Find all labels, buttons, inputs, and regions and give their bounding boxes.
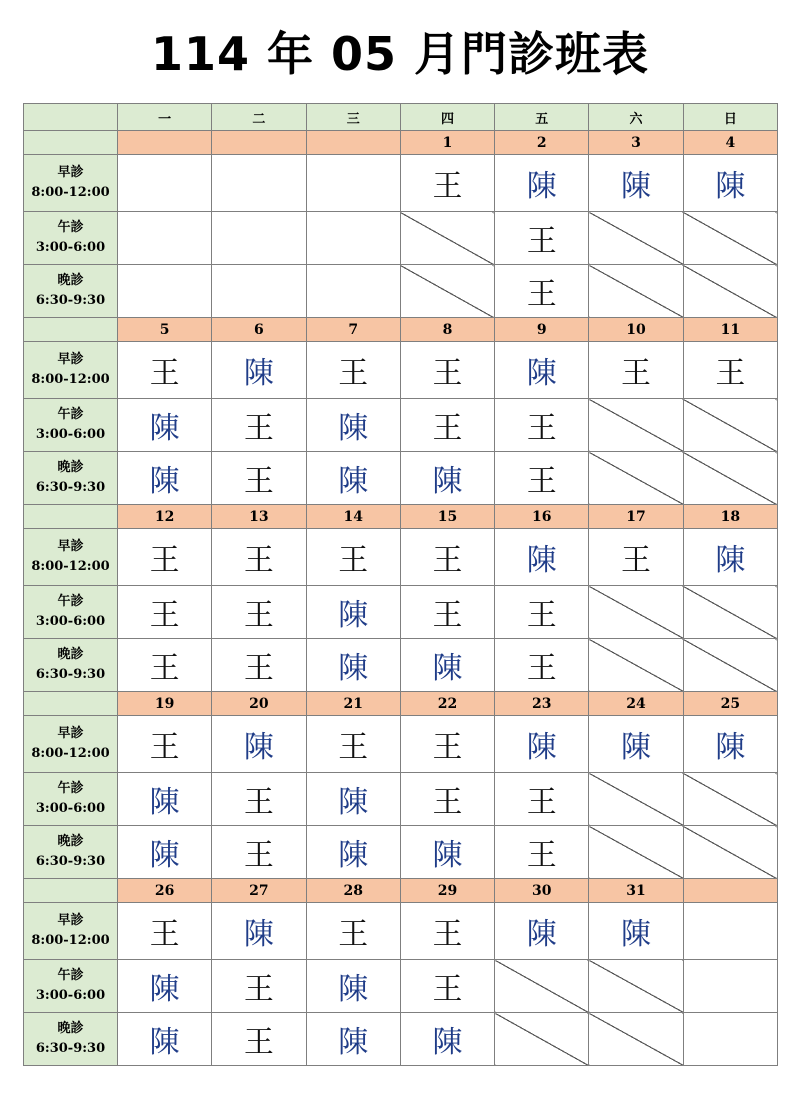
empty-slot [683,1013,777,1066]
doctor-name: 王 [432,972,463,1007]
shift-label [24,212,118,265]
closed-slot [589,586,683,639]
date-cell: 10 [589,318,683,342]
shift-label [24,155,118,212]
date-cell: 23 [495,692,589,716]
shift-time: 8:00-12:00 [31,559,110,574]
doctor-name: 王 [149,651,180,686]
doctor-name: 王 [432,356,463,391]
shift-time: 3:00-6:00 [35,427,106,442]
doctor-name: 王 [526,651,557,686]
doctor-slot [306,1013,400,1066]
doctor-slot [495,529,589,586]
doctor-slot [400,639,494,692]
doctor-slot [118,452,212,505]
closed-slot [589,960,683,1013]
doctor-slot [118,342,212,399]
doctor-name: 王 [149,730,180,765]
doctor-name: 王 [149,356,180,391]
schedule-table [23,103,778,1066]
doctor-slot [495,212,589,265]
doctor-name: 王 [243,598,274,633]
doctor-name: 王 [526,277,557,312]
date-cell: 2 [495,131,589,155]
date-cell [683,879,777,903]
doctor-slot [589,903,683,960]
doctor-name: 陳 [338,411,369,446]
date-cell: 30 [495,879,589,903]
weekday-wed: 三 [306,104,400,131]
doctor-name: 王 [338,730,369,765]
date-cell: 1 [400,131,494,155]
date-cell: 16 [495,505,589,529]
weekday-thu: 四 [400,104,494,131]
doctor-slot [495,265,589,318]
shift-row [24,826,778,879]
doctor-name: 陳 [338,598,369,633]
shift-time: 3:00-6:00 [35,614,106,629]
shift-row [24,399,778,452]
shift-label [24,1013,118,1066]
doctor-slot [683,342,777,399]
doctor-name: 陳 [715,169,746,204]
doctor-slot [118,529,212,586]
doctor-name: 王 [526,838,557,873]
empty-slot [212,212,306,265]
doctor-name: 陳 [621,730,652,765]
doctor-name: 王 [526,464,557,499]
doctor-slot [400,960,494,1013]
doctor-name: 陳 [149,785,180,820]
doctor-slot [118,716,212,773]
header-corner [24,104,118,131]
empty-slot [212,155,306,212]
empty-slot [306,212,400,265]
doctor-slot [306,399,400,452]
doctor-slot [306,639,400,692]
doctor-name: 陳 [338,785,369,820]
doctor-slot [400,716,494,773]
closed-slot [589,1013,683,1066]
doctor-slot [495,826,589,879]
shift-row [24,1013,778,1066]
shift-row [24,529,778,586]
doctor-slot [306,716,400,773]
closed-slot [683,826,777,879]
doctor-name: 王 [526,411,557,446]
doctor-slot [683,716,777,773]
shift-time: 6:30-9:30 [35,854,106,869]
date-cell: 17 [589,505,683,529]
doctor-name: 陳 [338,651,369,686]
closed-slot [683,639,777,692]
shift-name: 晚診 [57,273,84,288]
shift-name: 午診 [57,220,84,235]
doctor-slot [212,716,306,773]
shift-name: 午診 [57,407,84,422]
closed-slot [589,399,683,452]
doctor-slot [212,452,306,505]
shift-time: 3:00-6:00 [35,240,106,255]
shift-name: 午診 [57,968,84,983]
shift-row [24,212,778,265]
doctor-name: 陳 [149,1025,180,1060]
doctor-slot [495,399,589,452]
shift-time: 3:00-6:00 [35,988,106,1003]
closed-slot [589,826,683,879]
doctor-slot [495,773,589,826]
doctor-name: 王 [243,464,274,499]
date-cell: 25 [683,692,777,716]
closed-slot [495,1013,589,1066]
shift-row [24,342,778,399]
closed-slot [683,212,777,265]
doctor-name: 王 [432,169,463,204]
shift-name: 早診 [57,726,84,741]
date-cell: 20 [212,692,306,716]
doctor-slot [495,342,589,399]
empty-slot [118,212,212,265]
shift-row [24,155,778,212]
date-row [24,131,778,155]
shift-label [24,586,118,639]
doctor-name: 王 [149,598,180,633]
doctor-name: 王 [243,972,274,1007]
date-cell: 24 [589,692,683,716]
doctor-slot [683,155,777,212]
doctor-name: 王 [432,917,463,952]
doctor-slot [683,529,777,586]
shift-row [24,773,778,826]
doctor-name: 陳 [149,838,180,873]
date-cell [212,131,306,155]
doctor-name: 王 [432,543,463,578]
doctor-name: 王 [338,543,369,578]
weekday-tue: 二 [212,104,306,131]
doctor-name: 王 [243,838,274,873]
doctor-name: 王 [715,356,746,391]
closed-slot [400,212,494,265]
doctor-name: 陳 [526,356,557,391]
doctor-slot [400,903,494,960]
doctor-name: 陳 [715,730,746,765]
closed-slot [589,639,683,692]
doctor-name: 陳 [149,464,180,499]
doctor-slot [306,773,400,826]
doctor-name: 王 [432,785,463,820]
closed-slot [589,265,683,318]
doctor-name: 王 [526,598,557,633]
date-cell: 14 [306,505,400,529]
shift-time: 3:00-6:00 [35,801,106,816]
doctor-slot [118,399,212,452]
doctor-name: 陳 [526,917,557,952]
doctor-name: 王 [338,917,369,952]
doctor-slot [212,639,306,692]
empty-slot [306,155,400,212]
shift-row [24,265,778,318]
empty-slot [306,265,400,318]
shift-name: 早診 [57,913,84,928]
doctor-name: 王 [432,411,463,446]
doctor-slot [118,1013,212,1066]
date-row [24,318,778,342]
doctor-slot [306,342,400,399]
closed-slot [589,773,683,826]
empty-slot [118,265,212,318]
shift-name: 晚診 [57,647,84,662]
doctor-name: 王 [243,1025,274,1060]
date-cell: 19 [118,692,212,716]
doctor-name: 陳 [338,838,369,873]
shift-name: 早診 [57,539,84,554]
doctor-name: 王 [243,411,274,446]
page-title: 114 年 05 月門診班表 [150,27,650,81]
doctor-name: 王 [149,917,180,952]
shift-name: 早診 [57,352,84,367]
shift-name: 午診 [57,781,84,796]
closed-slot [589,452,683,505]
closed-slot [683,773,777,826]
date-cell: 12 [118,505,212,529]
date-row-label [24,692,118,716]
doctor-slot [400,773,494,826]
shift-label [24,903,118,960]
doctor-name: 王 [243,651,274,686]
shift-time: 8:00-12:00 [31,933,110,948]
doctor-slot [118,586,212,639]
doctor-slot [589,529,683,586]
doctor-slot [400,529,494,586]
shift-row [24,586,778,639]
date-cell: 22 [400,692,494,716]
closed-slot [589,212,683,265]
closed-slot [400,265,494,318]
doctor-slot [400,1013,494,1066]
shift-label [24,529,118,586]
doctor-name: 陳 [149,972,180,1007]
doctor-slot [306,960,400,1013]
shift-label [24,342,118,399]
doctor-slot [212,903,306,960]
date-cell [306,131,400,155]
weekday-header-row [24,104,778,131]
doctor-slot [212,773,306,826]
doctor-slot [400,155,494,212]
empty-slot [683,903,777,960]
doctor-slot [212,342,306,399]
doctor-name: 王 [149,543,180,578]
doctor-slot [118,826,212,879]
doctor-name: 王 [338,356,369,391]
shift-row [24,639,778,692]
doctor-slot [118,639,212,692]
date-row [24,692,778,716]
doctor-name: 陳 [621,169,652,204]
doctor-slot [118,960,212,1013]
weekday-sun: 日 [683,104,777,131]
date-cell: 3 [589,131,683,155]
doctor-name: 陳 [149,411,180,446]
shift-time: 6:30-9:30 [35,1041,106,1056]
date-cell: 31 [589,879,683,903]
doctor-slot [400,452,494,505]
date-cell: 28 [306,879,400,903]
shift-time: 6:30-9:30 [35,480,106,495]
shift-time: 8:00-12:00 [31,746,110,761]
date-row-label [24,879,118,903]
weekday-mon: 一 [118,104,212,131]
doctor-slot [495,586,589,639]
doctor-slot [400,826,494,879]
date-row-label [24,131,118,155]
doctor-slot [306,903,400,960]
doctor-slot [495,903,589,960]
doctor-slot [306,529,400,586]
doctor-slot [212,399,306,452]
closed-slot [495,960,589,1013]
shift-time: 8:00-12:00 [31,185,110,200]
doctor-name: 王 [621,543,652,578]
doctor-slot [495,155,589,212]
date-cell: 13 [212,505,306,529]
shift-row [24,452,778,505]
empty-slot [683,960,777,1013]
date-cell: 6 [212,318,306,342]
doctor-name: 陳 [338,464,369,499]
date-cell: 4 [683,131,777,155]
date-cell: 26 [118,879,212,903]
doctor-name: 陳 [526,730,557,765]
doctor-slot [589,155,683,212]
doctor-slot [495,716,589,773]
doctor-slot [306,586,400,639]
doctor-name: 陳 [338,1025,369,1060]
doctor-name: 陳 [338,972,369,1007]
date-row [24,505,778,529]
doctor-slot [400,586,494,639]
doctor-slot [306,452,400,505]
empty-slot [118,155,212,212]
date-row [24,879,778,903]
closed-slot [683,586,777,639]
weekday-fri: 五 [495,104,589,131]
empty-slot [212,265,306,318]
doctor-name: 王 [243,543,274,578]
doctor-slot [212,586,306,639]
doctor-name: 陳 [621,917,652,952]
shift-name: 晚診 [57,834,84,849]
shift-time: 6:30-9:30 [35,667,106,682]
date-cell: 7 [306,318,400,342]
doctor-slot [212,529,306,586]
shift-time: 6:30-9:30 [35,293,106,308]
date-cell: 27 [212,879,306,903]
doctor-name: 陳 [432,464,463,499]
doctor-slot [495,639,589,692]
closed-slot [683,399,777,452]
doctor-slot [212,826,306,879]
shift-label [24,716,118,773]
doctor-slot [400,399,494,452]
doctor-slot [306,826,400,879]
doctor-name: 王 [432,730,463,765]
shift-label [24,826,118,879]
doctor-name: 王 [526,224,557,259]
doctor-slot [212,1013,306,1066]
weekday-sat: 六 [589,104,683,131]
doctor-name: 陳 [243,730,274,765]
doctor-name: 陳 [432,651,463,686]
closed-slot [683,265,777,318]
date-row-label [24,318,118,342]
shift-name: 午診 [57,594,84,609]
doctor-name: 陳 [243,917,274,952]
date-cell: 5 [118,318,212,342]
date-cell: 8 [400,318,494,342]
doctor-slot [589,716,683,773]
doctor-slot [212,960,306,1013]
doctor-name: 陳 [526,169,557,204]
shift-name: 晚診 [57,1021,84,1036]
shift-label [24,399,118,452]
shift-label [24,452,118,505]
shift-label [24,639,118,692]
doctor-name: 王 [621,356,652,391]
shift-label [24,960,118,1013]
date-cell [118,131,212,155]
closed-slot [683,452,777,505]
doctor-name: 陳 [526,543,557,578]
date-cell: 11 [683,318,777,342]
doctor-name: 陳 [715,543,746,578]
doctor-slot [118,773,212,826]
shift-label [24,773,118,826]
shift-row [24,903,778,960]
date-cell: 9 [495,318,589,342]
doctor-name: 王 [432,598,463,633]
doctor-name: 王 [526,785,557,820]
doctor-name: 陳 [432,838,463,873]
shift-time: 8:00-12:00 [31,372,110,387]
shift-row [24,960,778,1013]
date-cell: 15 [400,505,494,529]
doctor-slot [400,342,494,399]
doctor-name: 陳 [432,1025,463,1060]
shift-row [24,716,778,773]
shift-name: 晚診 [57,460,84,475]
doctor-name: 王 [243,785,274,820]
shift-label [24,265,118,318]
date-row-label [24,505,118,529]
doctor-slot [495,452,589,505]
date-cell: 29 [400,879,494,903]
doctor-slot [118,903,212,960]
schedule-body [24,104,778,1066]
doctor-name: 陳 [243,356,274,391]
date-cell: 21 [306,692,400,716]
shift-name: 早診 [57,165,84,180]
doctor-slot [589,342,683,399]
date-cell: 18 [683,505,777,529]
